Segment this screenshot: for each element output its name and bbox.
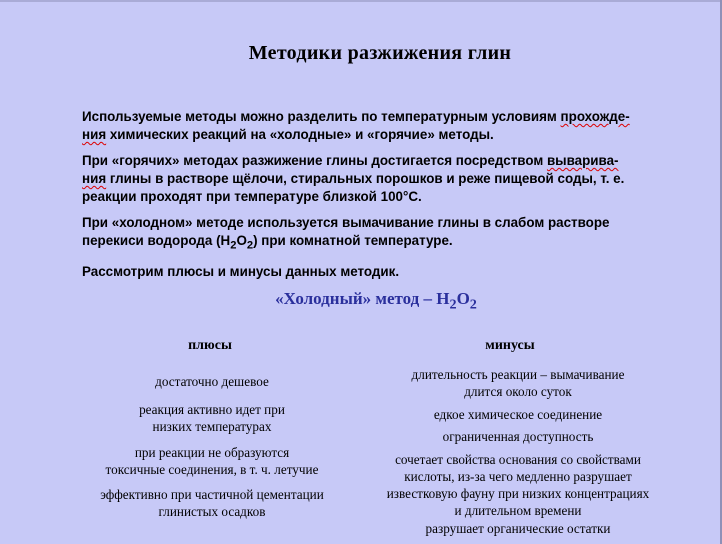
cons-item-1-line-2: длится около суток xyxy=(464,384,572,399)
cons-item-4-line-3: известковую фауну при низких концентрациях xyxy=(386,486,650,501)
intro-p1-text-2b: химических реакций на «холодные» и «горячие» методы. xyxy=(106,127,494,142)
subscript: 2 xyxy=(230,239,237,252)
pros-item-3 xyxy=(70,444,354,478)
intro-p3-text-2a: перекиси водорода (Н xyxy=(82,233,231,248)
spellcheck-word: ния xyxy=(82,127,107,142)
spellcheck-word: ния xyxy=(82,171,107,186)
cons-header: минусы xyxy=(485,338,535,353)
pros-header: плюсы xyxy=(188,338,232,353)
cons-item-3 xyxy=(368,428,668,445)
pros-item-2 xyxy=(70,401,354,435)
spellcheck-word: прохожде- xyxy=(560,109,630,124)
intro-p2-text-2b: глины в растворе щёлочи, стиральных порошков и реже пищевой соды, т. е. xyxy=(106,171,625,186)
intro-p1-text-1a: Используемые методы можно разделить по температурным условиям xyxy=(82,109,561,124)
intro-p3-line-1: При «холодном» методе используется вымачивание глины в слабом растворе xyxy=(82,215,610,230)
pros-item-2-line-1: реакция активно идет при xyxy=(139,402,285,417)
cons-item-4 xyxy=(368,451,668,519)
slide-title: Методики разжижения глин xyxy=(248,42,512,64)
subscript: 2 xyxy=(449,296,457,313)
cons-item-1-line-1: длительность реакции – вымачивание xyxy=(411,367,625,382)
cons-item-1 xyxy=(368,366,668,400)
cons-item-4-line-1: сочетает свойства основания со свойствами xyxy=(395,452,641,467)
subscript: 2 xyxy=(469,296,477,313)
subtitle-text-a: «Холодный» метод – Н xyxy=(275,289,450,308)
intro-p3-text-2b: О xyxy=(236,233,247,248)
cons-item-3-line-1: ограниченная доступность xyxy=(442,429,594,444)
cons-item-5 xyxy=(368,520,668,537)
pros-item-3-line-1: при реакции не образуются xyxy=(134,445,290,460)
spellcheck-word: выварива- xyxy=(546,153,619,168)
pros-item-1 xyxy=(70,373,354,390)
cons-item-5-line-1: разрушает органические остатки xyxy=(425,521,611,536)
pros-item-4 xyxy=(70,486,354,520)
subscript: 2 xyxy=(246,239,254,252)
cons-item-4-line-4: и длительном времени xyxy=(454,503,582,518)
intro-p3-text-2c: ) при комнатной температуре. xyxy=(253,233,453,248)
pros-item-4-line-1: эффективно при частичной цементации xyxy=(100,487,324,502)
cons-item-2-line-1: едкое химическое соединение xyxy=(433,407,603,422)
pros-list xyxy=(70,0,354,544)
pros-item-2-line-2: низких температурах xyxy=(152,419,272,434)
cons-list xyxy=(368,0,668,544)
intro-p2-text-1a: При «горячих» методах разжижение глины достигается посредством xyxy=(82,153,547,168)
pros-item-3-line-2: токсичные соединения, в т. ч. летучие xyxy=(105,462,319,477)
intro-p2-line-3: реакции проходят при температуре близкой 100°С. xyxy=(82,189,422,204)
subtitle-text-b: О xyxy=(456,289,470,308)
pros-item-4-line-2: глинистых осадков xyxy=(158,504,266,519)
cons-item-2 xyxy=(368,406,668,423)
intro-p4-line: Рассмотрим плюсы и минусы данных методик. xyxy=(82,263,400,279)
pros-item-1-line-1: достаточно дешевое xyxy=(155,374,269,389)
cons-item-4-line-2: кислоты, из-за чего медленно разрушает xyxy=(404,469,632,484)
